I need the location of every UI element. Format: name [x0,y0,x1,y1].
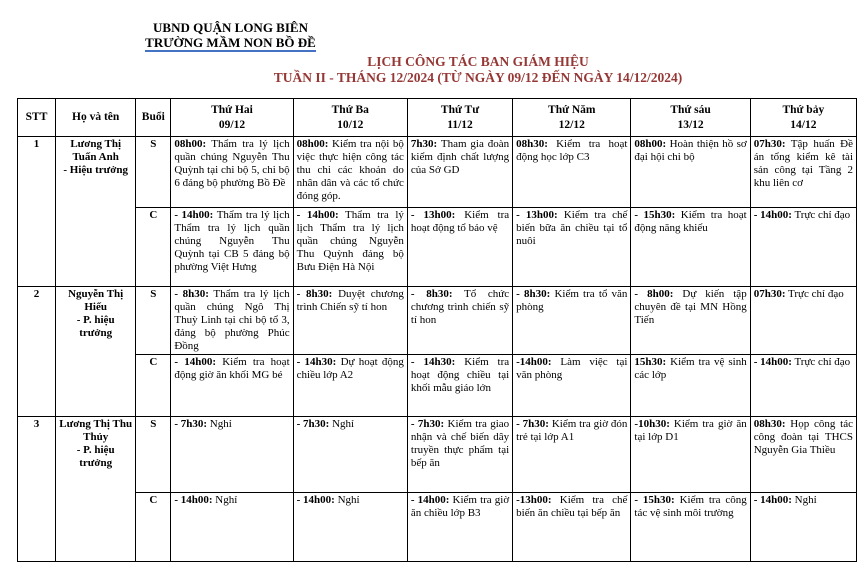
time-label: 08h00: [174,138,207,150]
schedule-cell [513,287,631,355]
schedule-cell [407,355,512,417]
task-text: Kiểm tra giờ đón trẻ tại lớp A1 [516,418,628,443]
header-day-wed [407,99,512,137]
day-label: Thứ bảy [782,103,825,116]
task-text: Trực chỉ đạo [794,209,851,221]
task-text: Họp công tác công đoàn tại THCS Nguyễn Gia Thiều [753,418,854,456]
session-afternoon-cell: C [136,355,171,417]
task-text: Dự kiến tập chuyên đề tại MN Hồng Tiến [634,288,747,326]
schedule-cell [171,208,293,287]
task-text: Duyệt chương trình Chiến sỹ tí hon [296,288,404,313]
header-day-tue [293,99,407,137]
schedule-cell [631,208,750,287]
day-date: 09/12 [218,118,246,131]
person-block-3 [18,417,857,562]
schedule-cell [750,355,856,417]
schedule-cell [407,137,512,208]
schedule-cell [750,137,856,208]
day-label: Thứ sáu [670,103,711,116]
task-text: Nghỉ [794,494,817,506]
time-label: 7h30: [410,138,438,150]
session-morning-cell: S [136,287,171,355]
time-label: - 14h30: [296,356,337,368]
schedule-cell [631,355,750,417]
schedule-cell [750,208,856,287]
stt-cell: 1 [18,137,56,287]
time-label: 08h30: [516,138,548,150]
time-label: 08h00: [296,138,329,150]
task-text: Tập huấn Đề án tổng kiểm kê tài sản công tại Tầng 2 khu liên cơ [753,138,853,189]
schedule-cell [631,287,750,355]
time-label: - 8h30: [174,288,209,300]
time-label: - 14h00: [410,494,450,506]
task-text: Nghỉ [215,494,238,506]
header-stt: STT [18,99,56,137]
schedule-cell [631,137,750,208]
task-text: Thẩm tra lý lịch quần chúng Nguyễn Thu Quỳnh tại chi bộ 5, chi bộ 6 đảng bộ phường Bồ Đề [174,138,290,189]
time-label: - 14h00: [174,494,213,506]
task-text: Kiểm tra nội bộ việc thực hiện công tác thu chi các khoản do nhân dân và các tổ chức đóng góp. [296,138,404,202]
schedule-cell [293,355,407,417]
schedule-cell [171,137,293,208]
task-text: Trực chỉ đạo [788,288,844,300]
time-label: 07h30: [753,138,786,150]
schedule-cell [513,137,631,208]
task-text: Kiểm tra vệ sinh các lớp [634,356,747,381]
task-text: Nghỉ [332,418,355,430]
schedule-cell [171,355,293,417]
schedule-cell [513,208,631,287]
person-role: - Hiệu trưởng [63,164,128,176]
org-header [118,20,343,52]
name-cell [56,287,136,417]
day-date: 13/12 [677,118,704,131]
session-morning-cell: S [136,137,171,208]
task-text: Hoàn thiện hồ sơ đại hội chi bộ [634,138,747,163]
time-label: - 7h30: [410,418,445,430]
task-text: Kiểm tra hoạt động chiều tại khối mẫu giáo lớn [410,356,510,394]
session-afternoon-cell: C [136,208,171,287]
time-label: - 14h00: [174,356,216,368]
time-label: - 7h30: [296,418,330,430]
header-name: Họ và tên [56,99,136,137]
time-label: 08h30: [753,418,786,430]
day-date: 11/12 [447,118,473,131]
time-label: - 14h00: [753,494,792,506]
time-label: - 8h30: [516,288,551,300]
header-session: Buổi [136,99,171,137]
task-text: Kiểm tra công tác vệ sinh môi trường [634,494,747,519]
schedule-cell [513,355,631,417]
schedule-cell [631,493,750,562]
schedule-cell [513,417,631,493]
time-label: - 14h00: [753,356,792,368]
task-text: Làm việc tại văn phòng [516,356,628,381]
person-name: Nguyễn Thị Hiếu [68,288,124,313]
task-text: Kiểm tra hoạt động học lớp C3 [516,138,628,163]
title-line2: TUẦN II - THÁNG 12/2024 (TỪ NGÀY 09/12 ĐẾN NGÀY 14/12/2024) [273,70,683,85]
org-name-line1: UBND QUẬN LONG BIÊN [153,20,308,35]
session-morning-cell: S [136,417,171,493]
time-label: - 14h00: [296,494,335,506]
task-text: Kiểm tra hoạt động tổ bảo vệ [410,209,510,234]
time-label: -13h00: [516,494,552,506]
schedule-cell [750,287,856,355]
task-text: Kiểm tra chế biến ăn chiều tại bếp ăn [516,494,628,519]
day-label: Thứ Ba [331,103,369,116]
time-label: - 14h30: [410,356,456,368]
header-day-sat [750,99,856,137]
time-label: - 13h00: [516,209,558,221]
schedule-cell [750,417,856,493]
day-label: Thứ Tư [440,103,480,116]
schedule-cell [407,208,512,287]
document-title [96,54,860,86]
person-block-1 [18,137,857,287]
time-label: -10h30: [634,418,670,430]
time-label: 07h30: [753,288,786,300]
time-label: - 15h30: [634,494,675,506]
day-date: 14/12 [790,118,817,131]
schedule-cell [293,137,407,208]
task-text: Kiểm tra giờ ăn chiều lớp B3 [410,494,510,519]
time-label: - 14h00: [296,209,339,221]
school-name: TRƯỜNG MẦM NON BỒ ĐỀ [145,35,316,50]
day-date: 12/12 [558,118,585,131]
day-label: Thứ Năm [548,103,596,116]
header-day-mon [171,99,293,137]
person-role: - P. hiệu trưởng [76,444,115,469]
schedule-cell [631,417,750,493]
task-text: Kiểm tra chế biến bữa ăn chiều tại tổ nuôi [516,209,628,247]
person-name: Lương Thị Tuấn Anh [70,138,122,163]
time-label: - 7h30: [516,418,549,430]
task-text: Thẩm tra lý lịch Thẩm tra lý lịch quần chúng Nguyễn Thu Quỳnh tại CB 5 đảng bộ phường Việt Hưng [174,209,290,273]
schedule-cell [513,493,631,562]
task-text: Kiểm tra giờ ăn tại lớp D1 [634,418,747,443]
stt-cell: 2 [18,287,56,417]
schedule-cell [293,208,407,287]
schedule-cell [407,493,512,562]
time-label: - 7h30: [174,418,208,430]
title-line1: LỊCH CÔNG TÁC BAN GIÁM HIỆU [367,54,589,69]
task-text: Kiểm tra tổ văn phòng [516,288,628,313]
session-afternoon-cell: C [136,493,171,562]
schedule-cell [293,287,407,355]
schedule-cell [407,287,512,355]
schedule-cell [293,493,407,562]
task-text: Kiểm tra hoạt động giờ ăn khối MG bé [174,356,290,381]
day-label: Thứ Hai [211,103,253,116]
schedule-cell [293,417,407,493]
name-cell [56,137,136,287]
header-day-fri [631,99,750,137]
person-block-2 [18,287,857,417]
time-label: - 8h30: [296,288,333,300]
schedule-cell [171,493,293,562]
org-name-line2 [118,35,343,52]
header-day-thu [513,99,631,137]
schedule-cell [171,287,293,355]
time-label: - 14h00: [174,209,214,221]
name-cell [56,417,136,562]
time-label: - 8h00: [634,288,674,300]
task-text: Trực chỉ đạo [794,356,851,368]
task-text: Tổ chức chương trình chiến sỹ tí hon [410,288,510,326]
time-label: - 8h30: [410,288,453,300]
day-date: 10/12 [337,118,364,131]
task-text: Tham gia đoàn kiểm định chất lượng của Sở GD [410,138,510,176]
schedule-cell [407,417,512,493]
task-text: Thẩm tra lý lịch quần chúng Ngô Thị Thuỳ Linh tại chi bộ tổ 3, đảng bộ phường Phúc Đồng [174,288,290,352]
time-label: 15h30: [634,356,667,368]
time-label: - 15h30: [634,209,676,221]
schedule-table [17,98,857,562]
task-text: Kiểm tra giao nhận và chế biến dây truyền thực phẩm tại bếp ăn [410,418,510,469]
time-label: -14h00: [516,356,552,368]
person-role: - P. hiệu trưởng [76,314,115,339]
time-label: 08h00: [634,138,667,150]
task-text: Nghỉ [337,494,360,506]
schedule-cell [750,493,856,562]
schedule-cell [171,417,293,493]
time-label: - 14h00: [753,209,792,221]
task-text: Nghỉ [209,418,232,430]
person-name: Lương Thị Thu Thủy [59,418,133,443]
time-label: - 13h00: [410,209,456,221]
task-text: Kiểm tra hoạt động năng khiếu [634,209,747,234]
task-text: Thẩm tra lý lịch Thẩm tra lý lịch quần chúng Nguyễn Thu Quỳnh đảng bộ Bưu Điện Hà Nội [296,209,404,273]
task-text: Dự hoạt động chiều lớp A2 [296,356,404,381]
stt-cell: 3 [18,417,56,562]
